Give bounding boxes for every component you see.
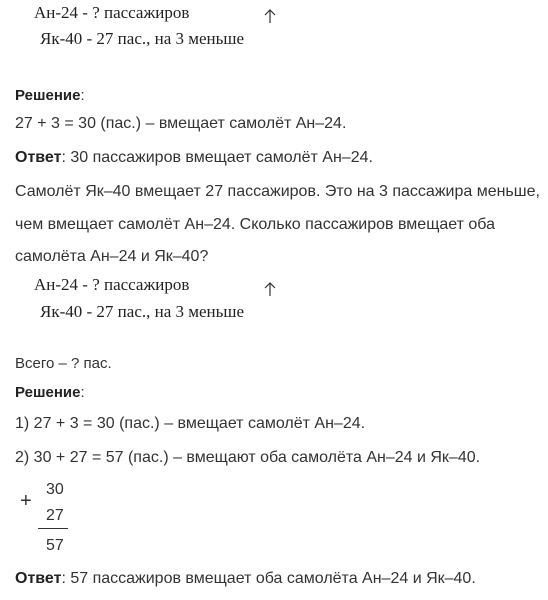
sum-result: 57 [46, 537, 64, 554]
problem-text-line: Самолёт Як–40 вмещает 27 пассажиров. Это на 3 пассажира меньше, [15, 183, 540, 200]
plus-sign: + [20, 490, 32, 512]
solution-step: 1) 27 + 3 = 30 (пас.) – вмещает самолёт Ан–24. [15, 415, 366, 432]
problem-text-line: самолёта Ан–24 и Як–40? [15, 248, 209, 265]
condition-line-an24: Ан-24 - ? пассажиров [34, 275, 190, 294]
condition-line-an24: Ан-24 - ? пассажиров [34, 3, 190, 22]
solution-step: 27 + 3 = 30 (пас.) – вмещает самолёт Ан–24. [15, 115, 347, 132]
condition-total: Всего – ? пас. [15, 355, 112, 372]
condition-line-yak40: Як-40 - 27 пас., на 3 меньше [40, 302, 245, 321]
addend-top: 30 [46, 481, 64, 498]
solution-heading: Решение: [15, 87, 85, 104]
return-arrow-icon [263, 281, 277, 299]
sum-line [38, 528, 68, 529]
condition-line-yak40: Як-40 - 27 пас., на 3 меньше [40, 29, 245, 48]
solution-heading: Решение: [15, 384, 85, 401]
answer-line: Ответ: 30 пассажиров вмещает самолёт Ан–24. [15, 149, 373, 166]
solution-step: 2) 30 + 27 = 57 (пас.) – вмещают оба самолёта Ан–24 и Як–40. [15, 449, 481, 466]
answer-line: Ответ: 57 пассажиров вмещает оба самолёта Ан–24 и Як–40. [15, 570, 476, 587]
problem-text-line: чем вмещает самолёт Ан–24. Сколько пассажиров вмещает оба [15, 216, 495, 233]
addend-bottom: 27 [46, 507, 64, 524]
return-arrow-icon [263, 8, 277, 26]
